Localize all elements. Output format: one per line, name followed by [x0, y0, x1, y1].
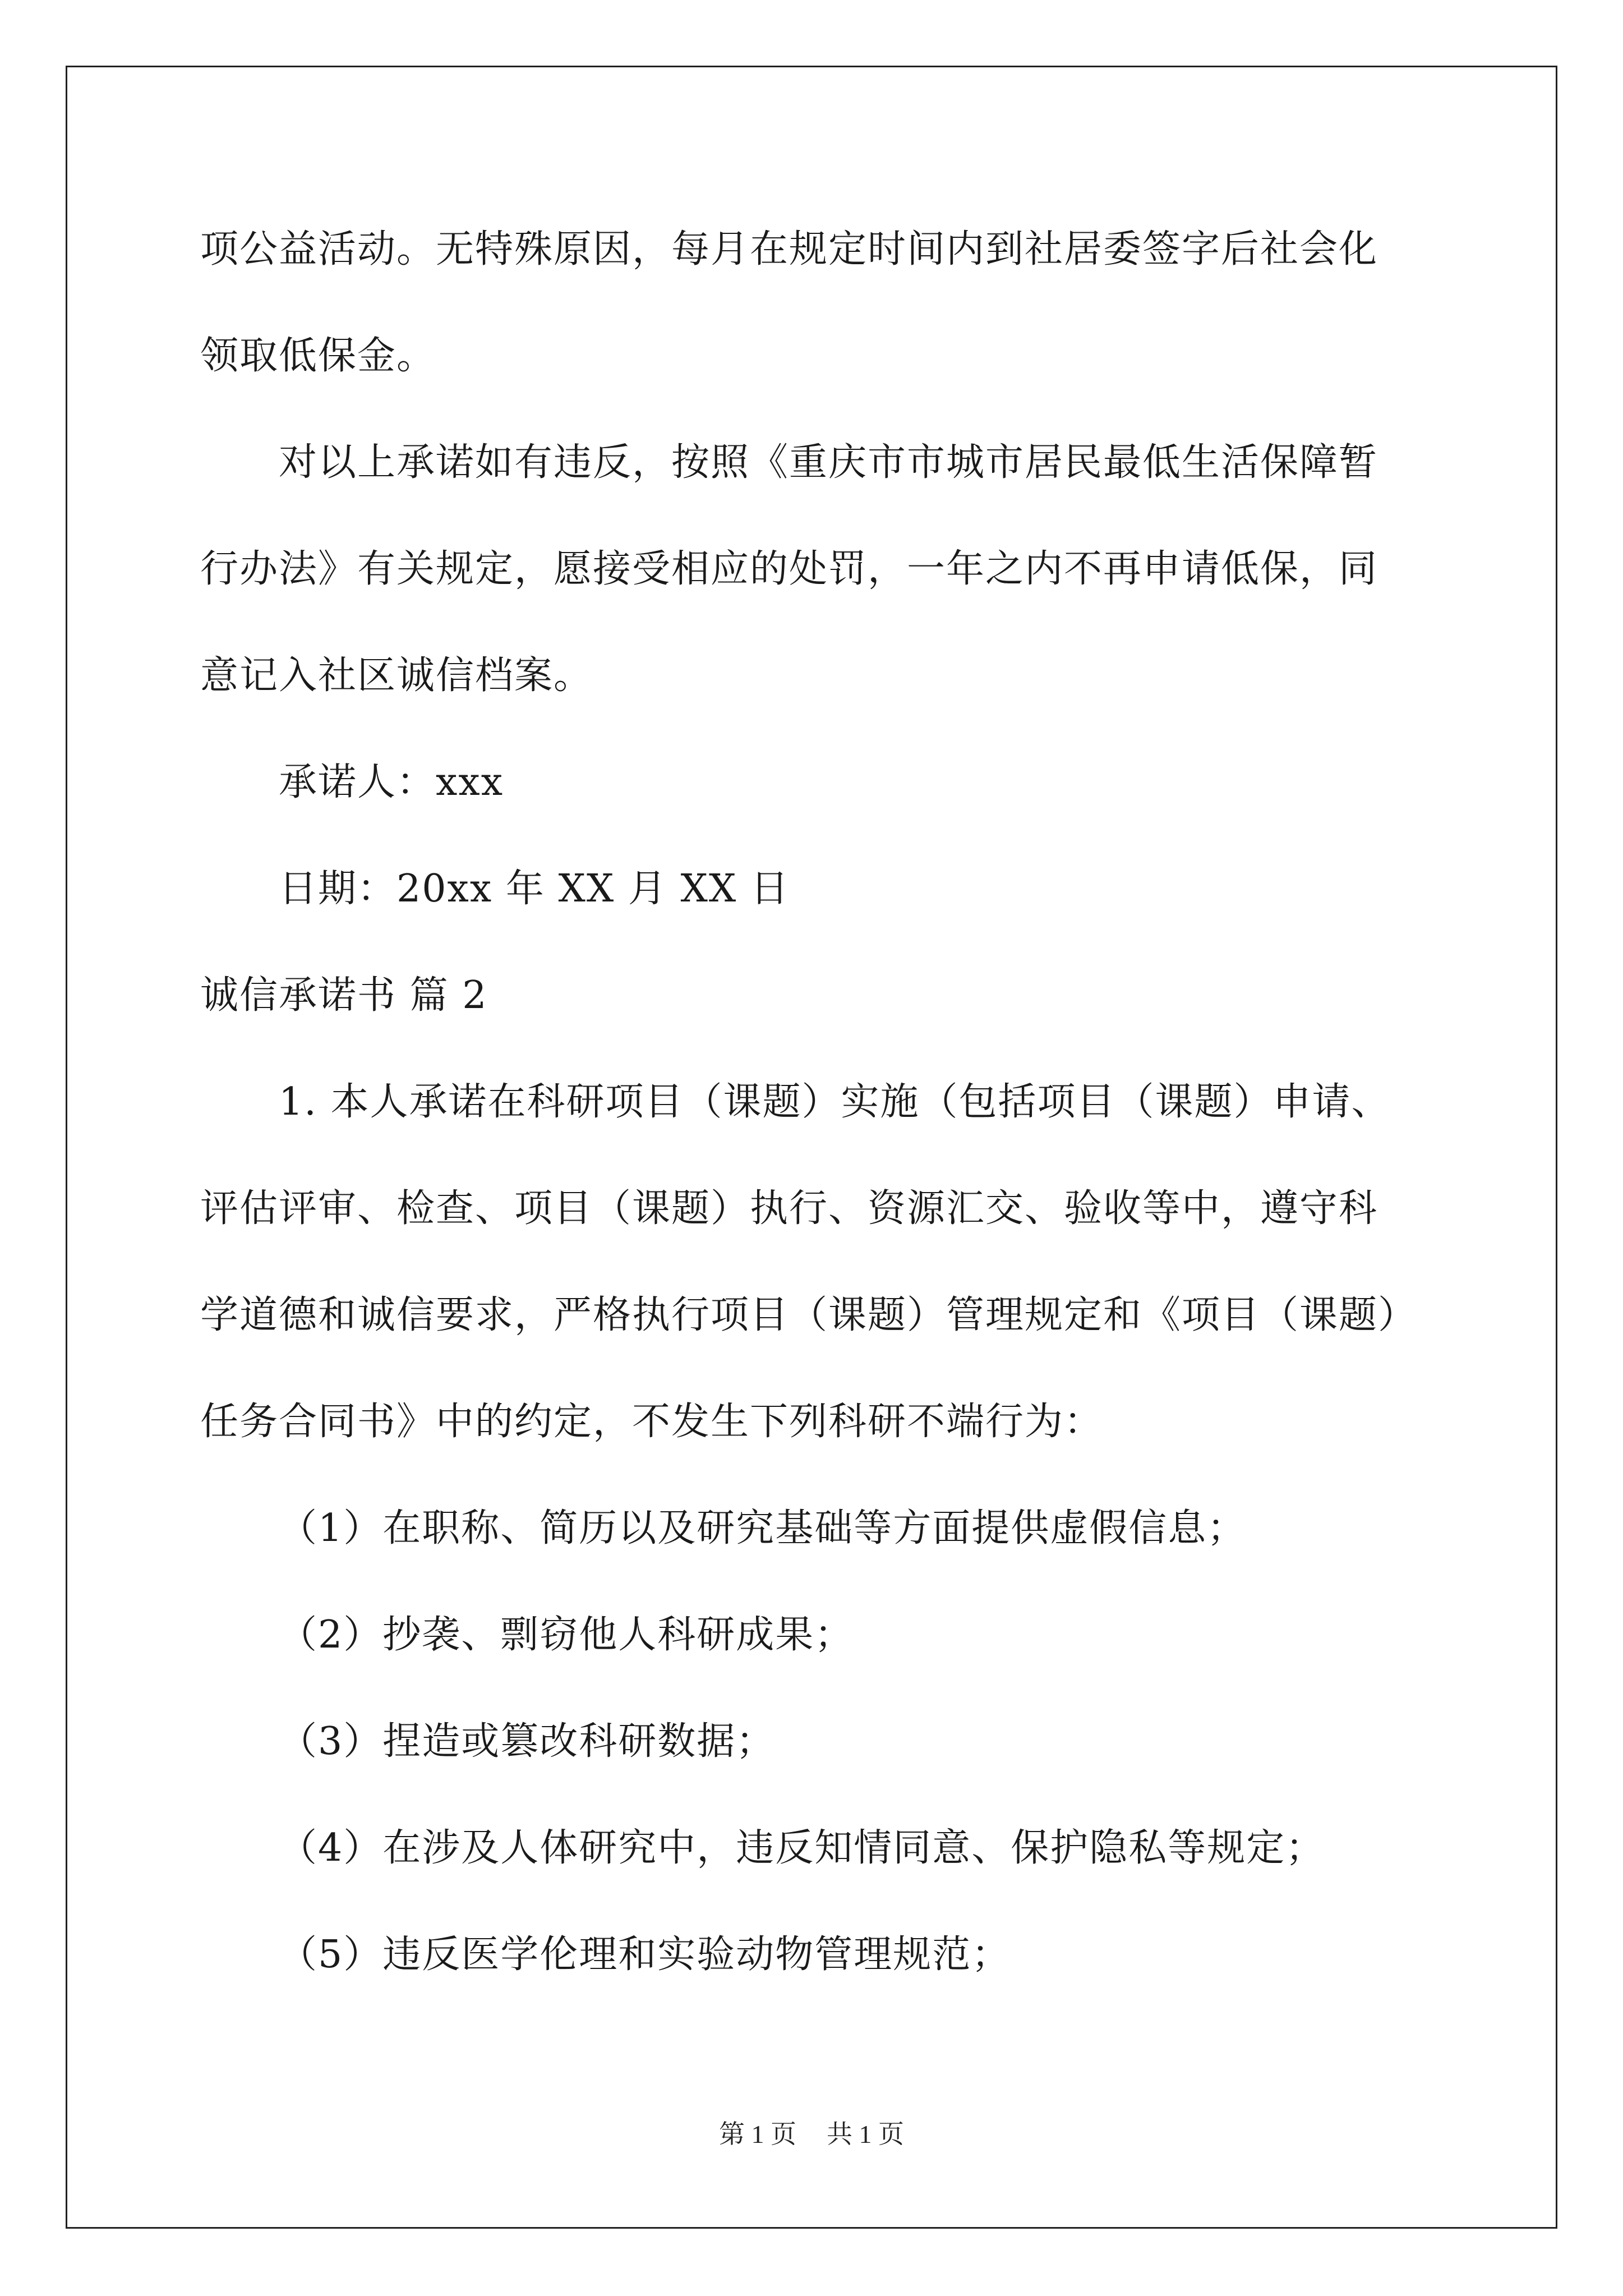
paragraph-line: 1. 本人承诺在科研项目（课题）实施（包括项目（课题）申请、 — [279, 1080, 1391, 1124]
paragraph-line: 评估评审、检查、项目（课题）执行、资源汇交、验收等中，遵守科 — [200, 1186, 1378, 1231]
page-footer — [0, 2118, 1623, 2151]
list-item: （1）在职称、简历以及研究基础等方面提供虚假信息； — [279, 1506, 1247, 1550]
page-total: 共 1 页 — [827, 2120, 904, 2148]
section-title: 诚信承诺书 篇 2 — [200, 973, 488, 1018]
paragraph-line: 项公益活动。无特殊原因，每月在规定时间内到社居委签字后社会化 — [200, 227, 1378, 272]
list-item: （4）在涉及人体研究中，违反知情同意、保护隐私等规定； — [279, 1826, 1325, 1870]
paragraph-line: 任务合同书》中的约定，不发生下列科研不端行为： — [200, 1400, 1104, 1444]
list-item: （3）捏造或篡改科研数据； — [279, 1719, 776, 1764]
page-number: 第 1 页 — [719, 2120, 796, 2148]
list-item: （5）违反医学伦理和实验动物管理规范； — [279, 1932, 1011, 1977]
date-line: 日期：20xx 年 XX 月 XX 日 — [279, 867, 790, 911]
paragraph-line: 对以上承诺如有违反，按照《重庆市市城市居民最低生活保障暂 — [279, 440, 1378, 485]
page-border — [66, 66, 1557, 2229]
paragraph-line: 行办法》有关规定，愿接受相应的处罚，一年之内不再申请低保，同 — [200, 547, 1378, 591]
paragraph-line: 学道德和诚信要求，严格执行项目（课题）管理规定和《项目（课题） — [200, 1293, 1418, 1337]
list-item: （2）抄袭、剽窃他人科研成果； — [279, 1613, 854, 1657]
signer-line: 承诺人：xxx — [279, 760, 504, 804]
paragraph-line: 领取低保金。 — [200, 334, 436, 378]
paragraph-line: 意记入社区诚信档案。 — [200, 654, 593, 698]
